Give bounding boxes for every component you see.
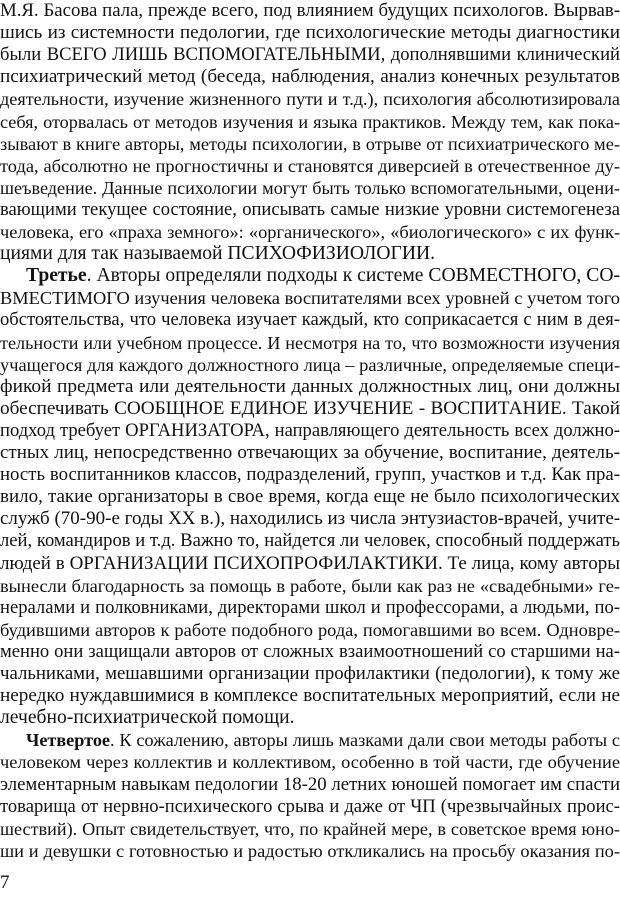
text-line: товарища от нервно-психического срыва и даже от ЧП (чрезвычайных проис-	[0, 795, 620, 817]
line-text: . К сожалению, авторы лишь мазками дали свои методы работы с	[109, 730, 620, 751]
paragraph-lead-word: Третье	[26, 265, 87, 287]
page-number: 7	[0, 872, 10, 893]
text-line: себя, оторвалась от методов изучения и языка практиков. Между тем, как пока-	[0, 111, 620, 132]
text-line: вающими текущее состояние, описывать самые низкие уровни системогенеза	[0, 198, 620, 220]
text-line: вынесли благодарность за помощь в работе, были как раз не «свадебными» ге-	[0, 575, 620, 596]
text-line: ши и девушки с готовностью и радостью откликались на просьбу оказания по-	[0, 840, 620, 861]
text-line: людей в ОРГАНИЗАЦИИ ПСИХОПРОФИЛАКТИКИ. Те лица, кому авторы	[0, 552, 620, 574]
text-line: ВМЕСТИМОГО изучения человека воспитателями всех уровней с учетом того	[0, 288, 620, 309]
text-line: человека, его «праха земного»: «органического», «биологического» с их функ-	[0, 222, 620, 242]
text-line: элементарным навыкам педологии 18-20 летних юношей помогает им спасти	[0, 773, 620, 795]
text-line: человеком через коллектив и коллективом, особенно в той части, где обучение	[0, 752, 620, 773]
text-line: менно они защищали авторов от сложных взаимоотношений со старшими на-	[0, 640, 620, 662]
text-line: тода, абсолютно не прогностичны и становятся диверсией в отечественное ду-	[0, 155, 620, 176]
text-line: лечебно-психиатрической помощи.	[0, 707, 295, 729]
text-line: зывают в книге авторы, методы психологии, в отрыве от психиатрического ме-	[0, 133, 620, 154]
text-line	[26, 265, 620, 287]
text-line: обеспечивать СООБЩНОЕ ЕДИНОЕ ИЗУЧЕНИЕ - ВОСПИТАНИЕ. Такой	[0, 397, 620, 419]
paragraph-lead-word: Четвертое	[26, 730, 110, 751]
text-line: шеъведение. Данные психологии могут быть только вспомогательными, оцени-	[0, 177, 620, 198]
text-line	[26, 729, 620, 751]
text-line: циями для так называемой ПСИХОФИЗИОЛОГИИ.	[0, 243, 436, 265]
text-line: шествий). Опыт свидетельствует, что, по крайней мере, в советское время юно-	[0, 818, 620, 839]
text-line: психиатрический метод (беседа, наблюдения, анализ конечных результатов	[0, 66, 620, 88]
text-line: фикой предмета или деятельности данных должностных лиц, они должны	[0, 375, 620, 397]
text-line: стных лиц, непосредственно отвечающих за обучение, воспитание, деятель-	[0, 442, 620, 463]
text-line: обстоятельства, что человека изучает каждый, кто соприкасается с ним в дея-	[0, 309, 620, 331]
text-line: вило, такие организаторы в свое время, когда еще не было психологических	[0, 486, 620, 508]
text-line: лей, командиров и т.д. Важно то, найдется ли человек, способный поддержать	[0, 530, 620, 552]
text-line: М.Я. Басова пала, прежде всего, под влиянием будущих психологов. Вырвав-	[0, 0, 620, 21]
text-line: ность воспитанников классов, подразделений, групп, участков и т.д. Как пра-	[0, 464, 620, 486]
text-line: были ВСЕГО ЛИШЬ ВСПОМОГАТЕЛЬНЫМИ, дополнявшими клинический	[0, 44, 620, 66]
line-text: . Авторы определяли подходы к системе СОВМЕСТНОГО, СО-	[86, 265, 620, 287]
text-line: тельности или учебном процессе. И несмотря на то, что возможности изучения	[0, 332, 620, 353]
text-line: подход требует ОРГАНИЗАТОРА, направляющего деятельность всех должно-	[0, 419, 620, 441]
text-line: будившими авторов к работе подобного рода, помогавшими во всем. Одновре-	[0, 619, 620, 640]
text-line: чальниками, мешавшими организации профилактики (педологии), к тому же	[0, 663, 620, 684]
text-line: шись из системности педологии, где психологические методы диагностики	[0, 22, 620, 44]
text-line: служб (70-90-е годы XX в.), находились из числа энтузиастов-врачей, учите-	[0, 508, 620, 530]
text-line: нередко нуждавшимися в комплексе воспитательных мероприятий, если не	[0, 685, 620, 707]
text-line: нералами и полковниками, директорами школ и профессорами, а людьми, по-	[0, 596, 620, 618]
text-line: деятельности, изучение жизненного пути и т.д.), психология абсолютизировала	[0, 89, 620, 110]
text-line: учащегося для каждого должностного лица – различные, определяемые специ-	[0, 354, 620, 375]
